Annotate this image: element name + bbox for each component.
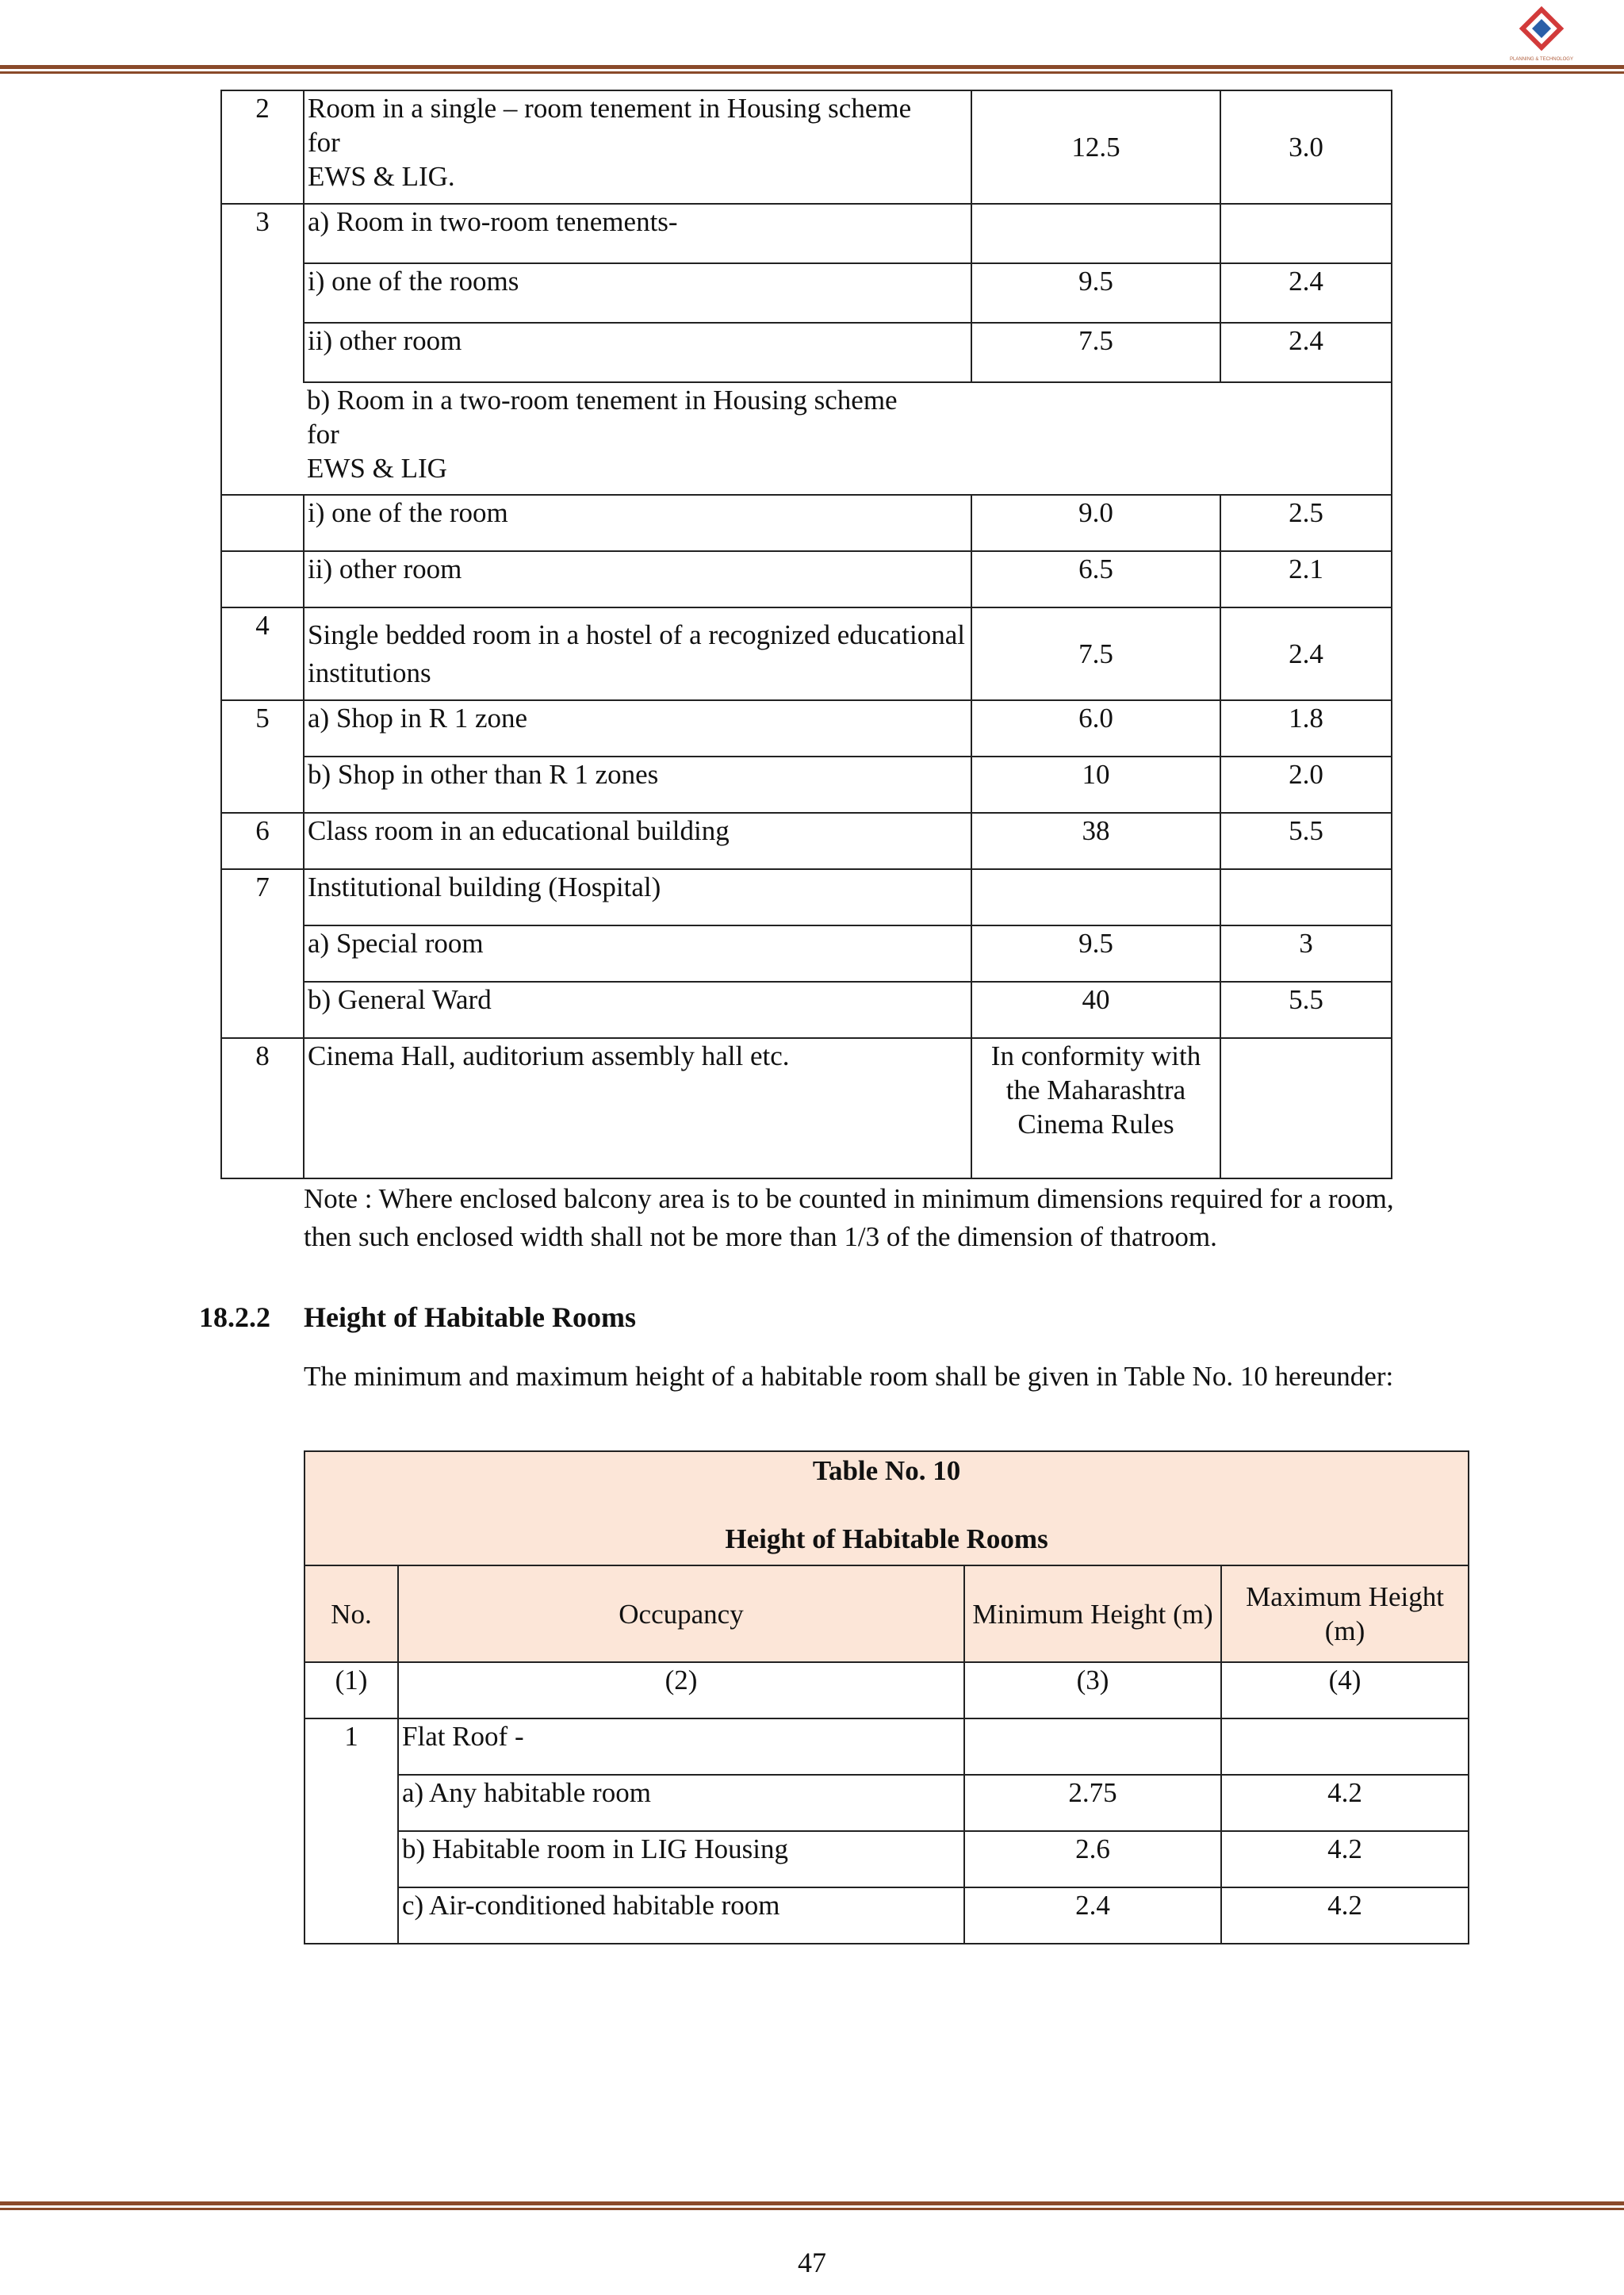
company-logo-icon <box>1510 6 1573 63</box>
table-row <box>221 382 1392 495</box>
column-number-row <box>304 1662 1469 1718</box>
section-number: 18.2.2 <box>199 1301 270 1333</box>
column-number: (4) <box>1221 1662 1469 1718</box>
row-area: 40 <box>971 982 1220 1038</box>
column-header: Maximum Height (m) <box>1221 1565 1469 1662</box>
row-description: Single bedded room in a hostel of a recognized educational institutions <box>304 607 971 700</box>
row-min-height: 2.75 <box>964 1775 1221 1831</box>
row-area: 12.5 <box>971 90 1220 204</box>
row-description: Room in a single – room tenement in Housing scheme for EWS & LIG. <box>304 90 971 204</box>
row-description: a) Room in two-room tenements- <box>304 204 971 263</box>
table-header-row <box>304 1565 1469 1662</box>
height-table <box>304 1450 1469 1944</box>
table-row <box>221 757 1392 813</box>
table-note: Note : Where enclosed balcony area is to be counted in minimum dimensions required for a room, then such enclosed width shall not be more than 1/3 of the dimension of thatroom. <box>304 1183 1394 1252</box>
row-number: 1 <box>304 1718 398 1775</box>
row-number: 2 <box>221 90 304 204</box>
column-header: No. <box>304 1565 398 1662</box>
row-description: ii) other room <box>304 551 971 607</box>
row-width: 2.4 <box>1220 323 1392 382</box>
row-area: 7.5 <box>971 323 1220 382</box>
section-title: Height of Habitable Rooms <box>304 1301 636 1333</box>
row-description: b) General Ward <box>304 982 971 1038</box>
table-row <box>221 700 1392 757</box>
row-area: 10 <box>971 757 1220 813</box>
column-number: (3) <box>964 1662 1221 1718</box>
table-row <box>221 813 1392 869</box>
row-description: Cinema Hall, auditorium assembly hall etc. <box>304 1038 971 1178</box>
row-number: 8 <box>221 1038 304 1178</box>
row-description: a) Shop in R 1 zone <box>304 700 971 757</box>
table-row <box>221 1038 1392 1178</box>
row-area: 9.5 <box>971 263 1220 323</box>
row-max-height: 4.2 <box>1221 1775 1469 1831</box>
row-max-height: 4.2 <box>1221 1831 1469 1887</box>
row-width: 3 <box>1220 925 1392 982</box>
row-description: a) Special room <box>304 925 971 982</box>
row-width: 3.0 <box>1220 90 1392 204</box>
table-row <box>221 263 1392 323</box>
table-caption-row <box>304 1451 1469 1565</box>
row-number: 3 <box>221 204 304 263</box>
table-title: Height of Habitable Rooms <box>725 1523 1048 1554</box>
row-occupancy: a) Any habitable room <box>398 1775 964 1831</box>
row-number: 4 <box>221 607 304 700</box>
row-number: 7 <box>221 869 304 925</box>
row-width: 2.0 <box>1220 757 1392 813</box>
row-number: 6 <box>221 813 304 869</box>
page-number: 47 <box>798 2247 826 2278</box>
room-dimensions-table <box>220 90 1392 1179</box>
row-description: i) one of the room <box>304 495 971 551</box>
row-description: b) Room in a two-room tenement in Housing scheme for EWS & LIG <box>304 382 1392 495</box>
row-width: 2.5 <box>1220 495 1392 551</box>
row-width: 5.5 <box>1220 982 1392 1038</box>
header-rule <box>0 65 1624 74</box>
row-description: Institutional building (Hospital) <box>304 869 971 925</box>
row-area: 38 <box>971 813 1220 869</box>
row-description: b) Shop in other than R 1 zones <box>304 757 971 813</box>
row-min-height: 2.6 <box>964 1831 1221 1887</box>
table-caption: Table No. 10 <box>812 1455 961 1486</box>
column-number: (2) <box>398 1662 964 1718</box>
table-row <box>221 869 1392 925</box>
row-area: 7.5 <box>971 607 1220 700</box>
table-row <box>221 925 1392 982</box>
row-width: 2.4 <box>1220 607 1392 700</box>
row-occupancy: b) Habitable room in LIG Housing <box>398 1831 964 1887</box>
row-width: 2.1 <box>1220 551 1392 607</box>
row-width: 1.8 <box>1220 700 1392 757</box>
row-occupancy: c) Air-conditioned habitable room <box>398 1887 964 1944</box>
row-area <box>971 204 1220 263</box>
table-row <box>304 1831 1469 1887</box>
svg-text:PLANNING & TECHNOLOGY: PLANNING & TECHNOLOGY <box>1510 57 1573 62</box>
table-row <box>221 90 1392 204</box>
row-description: i) one of the rooms <box>304 263 971 323</box>
section-intro: The minimum and maximum height of a habitable room shall be given in Table No. 10 hereunder: <box>304 1361 1394 1392</box>
section-heading <box>199 1301 636 1334</box>
row-description: ii) other room <box>304 323 971 382</box>
table-row <box>221 495 1392 551</box>
footer-rule <box>0 2201 1624 2210</box>
row-description: Class room in an educational building <box>304 813 971 869</box>
row-width: 2.4 <box>1220 263 1392 323</box>
column-header: Occupancy <box>398 1565 964 1662</box>
table-row <box>221 982 1392 1038</box>
row-max-height: 4.2 <box>1221 1887 1469 1944</box>
column-number: (1) <box>304 1662 398 1718</box>
table-row <box>304 1718 1469 1775</box>
table-row <box>221 323 1392 382</box>
row-area: 9.0 <box>971 495 1220 551</box>
table-row <box>221 551 1392 607</box>
row-area: 6.5 <box>971 551 1220 607</box>
table-row <box>304 1775 1469 1831</box>
row-width <box>1220 204 1392 263</box>
row-min-height: 2.4 <box>964 1887 1221 1944</box>
row-occupancy: Flat Roof - <box>398 1718 964 1775</box>
table-row <box>221 204 1392 263</box>
row-width: 5.5 <box>1220 813 1392 869</box>
column-header: Minimum Height (m) <box>964 1565 1221 1662</box>
table-row <box>221 607 1392 700</box>
row-area: In conformity with the Maharashtra Cinema Rules <box>971 1038 1220 1178</box>
row-area: 6.0 <box>971 700 1220 757</box>
table-row <box>304 1887 1469 1944</box>
row-number: 5 <box>221 700 304 757</box>
row-area: 9.5 <box>971 925 1220 982</box>
